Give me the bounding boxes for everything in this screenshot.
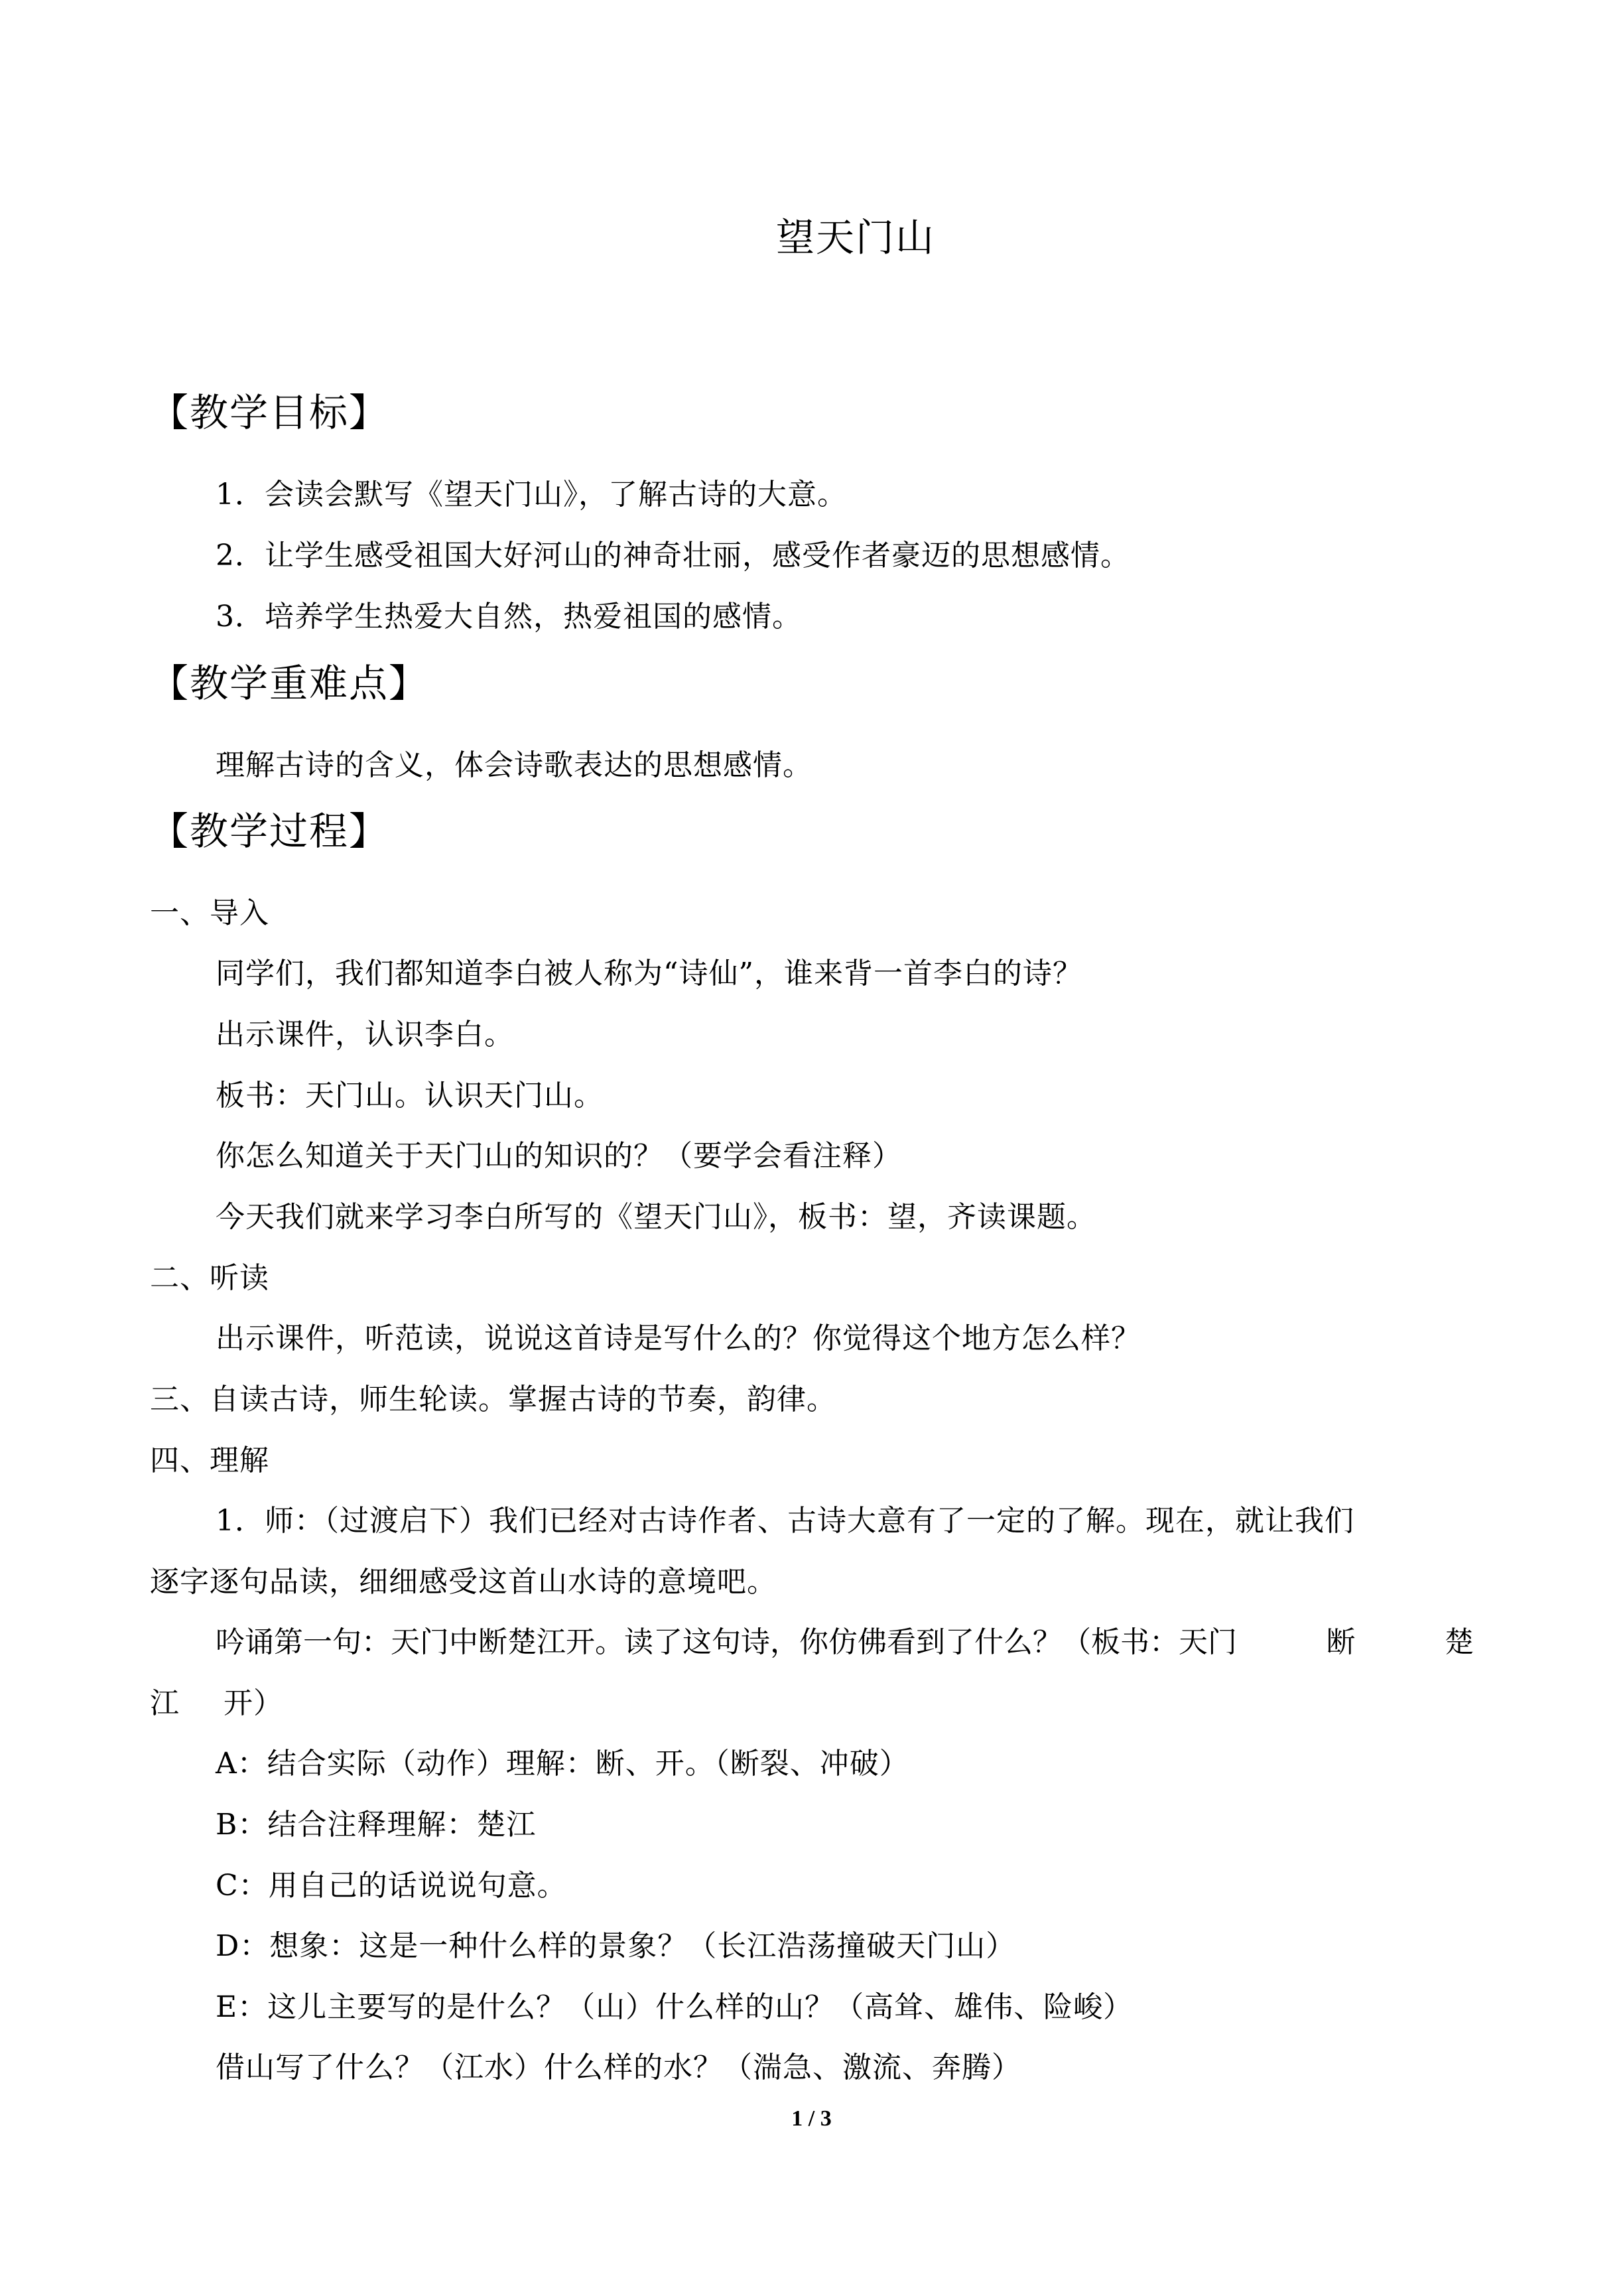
process-paragraph-line: 1．师：（过渡启下）我们已经对古诗作者、古诗大意有了一定的了解。现在，就让我们 xyxy=(216,1504,1354,1538)
process-part-title: 一、导入 xyxy=(150,896,269,930)
process-item: E：这儿主要写的是什么？（山）什么样的山？（高耸、雄伟、险峻） xyxy=(216,1990,1134,2024)
line-word: 江 xyxy=(150,1686,180,1720)
process-paragraph-line xyxy=(216,1621,1474,1664)
process-item: B：结合注释理解：楚江 xyxy=(216,1808,537,1842)
document-title: 望天门山 xyxy=(775,215,935,260)
process-paragraph-line xyxy=(150,1682,283,1725)
heading-teaching-process: 【教学过程】 xyxy=(150,809,389,854)
goal-item: 3．培养学生热爱大自然，热爱祖国的感情。 xyxy=(216,600,802,634)
process-item: A：结合实际（动作）理解：断、开。（断裂、冲破） xyxy=(216,1747,909,1781)
process-item: 借山写了什么？（江水）什么样的水？（湍急、激流、奔腾） xyxy=(216,2051,1021,2084)
process-part-title: 二、听读 xyxy=(150,1261,269,1295)
key-points-text: 理解古诗的含义，体会诗歌表达的思想感情。 xyxy=(216,748,812,782)
process-line: 同学们，我们都知道李白被人称为“诗仙”，谁来背一首李白的诗？ xyxy=(216,957,1082,990)
heading-teaching-goals: 【教学目标】 xyxy=(150,390,389,435)
line-text: 吟诵第一句：天门中断楚江开。读了这句诗，你仿佛看到了什么？（板书：天门 xyxy=(216,1625,1237,1659)
line-word: 楚 xyxy=(1445,1625,1474,1659)
line-word: 断 xyxy=(1326,1625,1356,1659)
goal-item: 2．让学生感受祖国大好河山的神奇壮丽，感受作者豪迈的思想感情。 xyxy=(216,539,1130,573)
process-line: 你怎么知道关于天门山的知识的？（要学会看注释） xyxy=(216,1139,902,1173)
goal-item: 1．会读会默写《望天门山》，了解古诗的大意。 xyxy=(216,478,847,511)
process-line: 出示课件，认识李白。 xyxy=(216,1018,514,1051)
process-line: 板书：天门山。认识天门山。 xyxy=(216,1079,604,1113)
heading-key-points: 【教学重难点】 xyxy=(150,661,429,706)
process-part-title: 四、理解 xyxy=(150,1444,269,1477)
line-word: 开） xyxy=(224,1686,283,1720)
process-item: C：用自己的话说说句意。 xyxy=(216,1869,567,1903)
process-part-title: 三、自读古诗，师生轮读。掌握古诗的节奏，韵律。 xyxy=(150,1383,836,1416)
process-item: D：想象：这是一种什么样的景象？（长江浩荡撞破天门山） xyxy=(216,1929,1016,1963)
process-line: 今天我们就来学习李白所写的《望天门山》，板书：望，齐读课题。 xyxy=(216,1200,1096,1234)
process-paragraph-line: 逐字逐句品读，细细感受这首山水诗的意境吧。 xyxy=(150,1565,777,1599)
process-line: 出示课件，听范读，说说这首诗是写什么的？你觉得这个地方怎么样？ xyxy=(216,1321,1141,1355)
page-number: 1 / 3 xyxy=(791,2106,832,2131)
